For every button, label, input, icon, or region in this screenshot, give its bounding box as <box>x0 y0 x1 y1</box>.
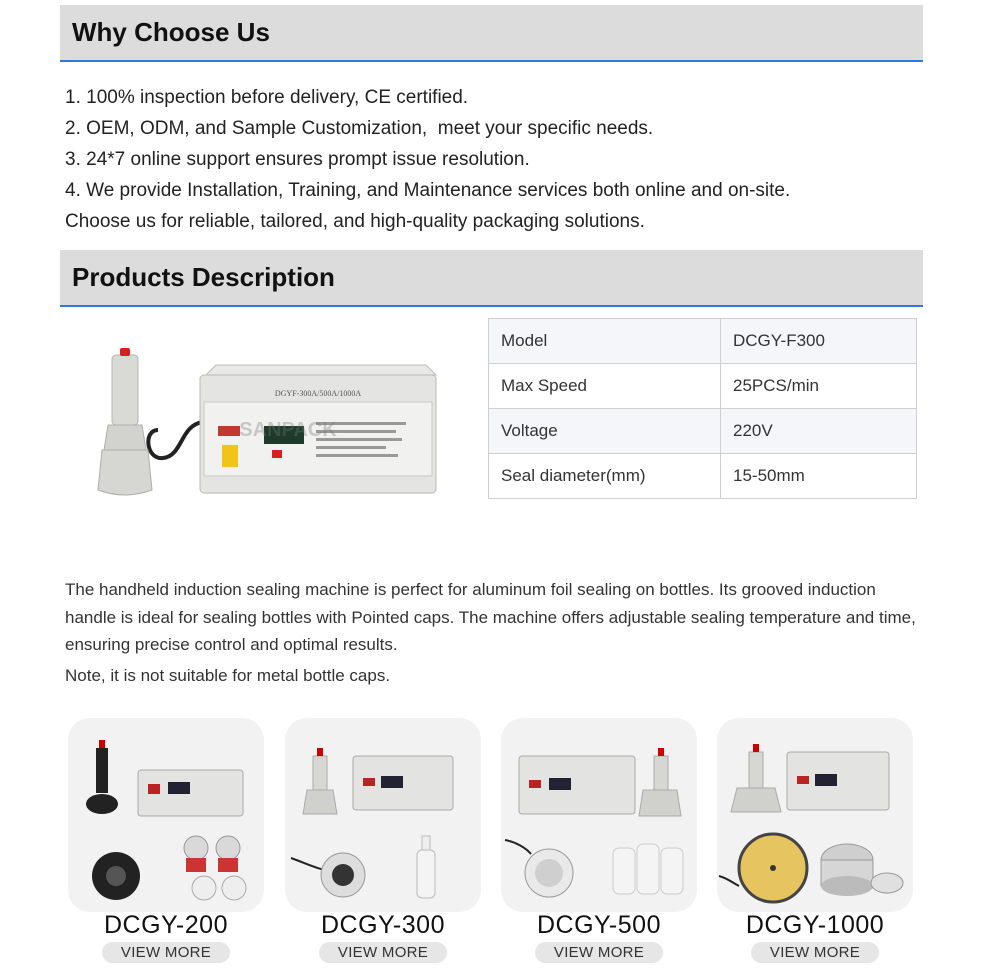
view-more-button[interactable]: VIEW MORE <box>751 942 879 963</box>
product-card-dcgy-300[interactable] <box>285 718 481 973</box>
machine-plate-text: DGYF-300A/500A/1000A <box>274 389 362 398</box>
product-image <box>88 330 448 510</box>
product-thumbnail[interactable] <box>717 718 913 912</box>
why-choose-us-list <box>65 82 925 237</box>
products-description-title: Products Description <box>72 262 335 292</box>
product-thumbnail[interactable] <box>501 718 697 912</box>
table-row <box>489 409 917 454</box>
spec-value: 25PCS/min <box>721 364 917 409</box>
why-item: 1. 100% inspection before delivery, CE certified. <box>65 87 469 108</box>
spec-label: Max Speed <box>489 364 721 409</box>
product-card-name: DCGY-300 <box>321 911 445 939</box>
product-thumbnail[interactable] <box>68 718 264 912</box>
view-more-button[interactable]: VIEW MORE <box>319 942 447 963</box>
why-item: 2. OEM, ODM, and Sample Customization, meet your specific needs. <box>65 118 654 139</box>
table-row <box>489 454 917 499</box>
spec-label: Seal diameter(mm) <box>489 454 721 499</box>
spec-value: 220V <box>721 409 917 454</box>
why-item: 4. We provide Installation, Training, and Maintenance services both online and on-site. <box>65 180 791 201</box>
watermark-text: SANPACK <box>239 419 337 441</box>
spec-label: Voltage <box>489 409 721 454</box>
view-more-button[interactable]: VIEW MORE <box>102 942 230 963</box>
product-thumbnail[interactable] <box>285 718 481 912</box>
why-closing: Choose us for reliable, tailored, and high-quality packaging solutions. <box>65 211 645 232</box>
product-card-name: DCGY-500 <box>537 911 661 939</box>
spec-value: 15-50mm <box>721 454 917 499</box>
product-card-name: DCGY-200 <box>104 911 228 939</box>
table-row <box>489 364 917 409</box>
product-card-dcgy-1000[interactable] <box>717 718 913 973</box>
products-description-header <box>60 250 923 307</box>
description-text: The handheld induction sealing machine is perfect for aluminum foil sealing on bottles. Its grooved induction handle is ideal for sealing bottles with Pointed caps. The machine offers adjustable sealing temperature and time, ensuring precise control and optimal results. <box>65 580 916 654</box>
product-card-dcgy-500[interactable] <box>501 718 697 973</box>
description-note: Note, it is not suitable for metal bottle caps. <box>65 665 391 685</box>
product-description <box>65 576 925 689</box>
spec-label: Model <box>489 319 721 364</box>
view-more-button[interactable]: VIEW MORE <box>535 942 663 963</box>
product-cards <box>68 718 928 973</box>
product-card-dcgy-200[interactable] <box>68 718 264 973</box>
product-card-name: DCGY-1000 <box>745 911 885 939</box>
table-row <box>489 319 917 364</box>
why-choose-us-header <box>60 5 923 62</box>
why-choose-us-title: Why Choose Us <box>72 17 270 47</box>
why-item: 3. 24*7 online support ensures prompt issue resolution. <box>65 149 530 170</box>
spec-value: DCGY-F300 <box>721 319 917 364</box>
spec-table <box>488 318 917 499</box>
